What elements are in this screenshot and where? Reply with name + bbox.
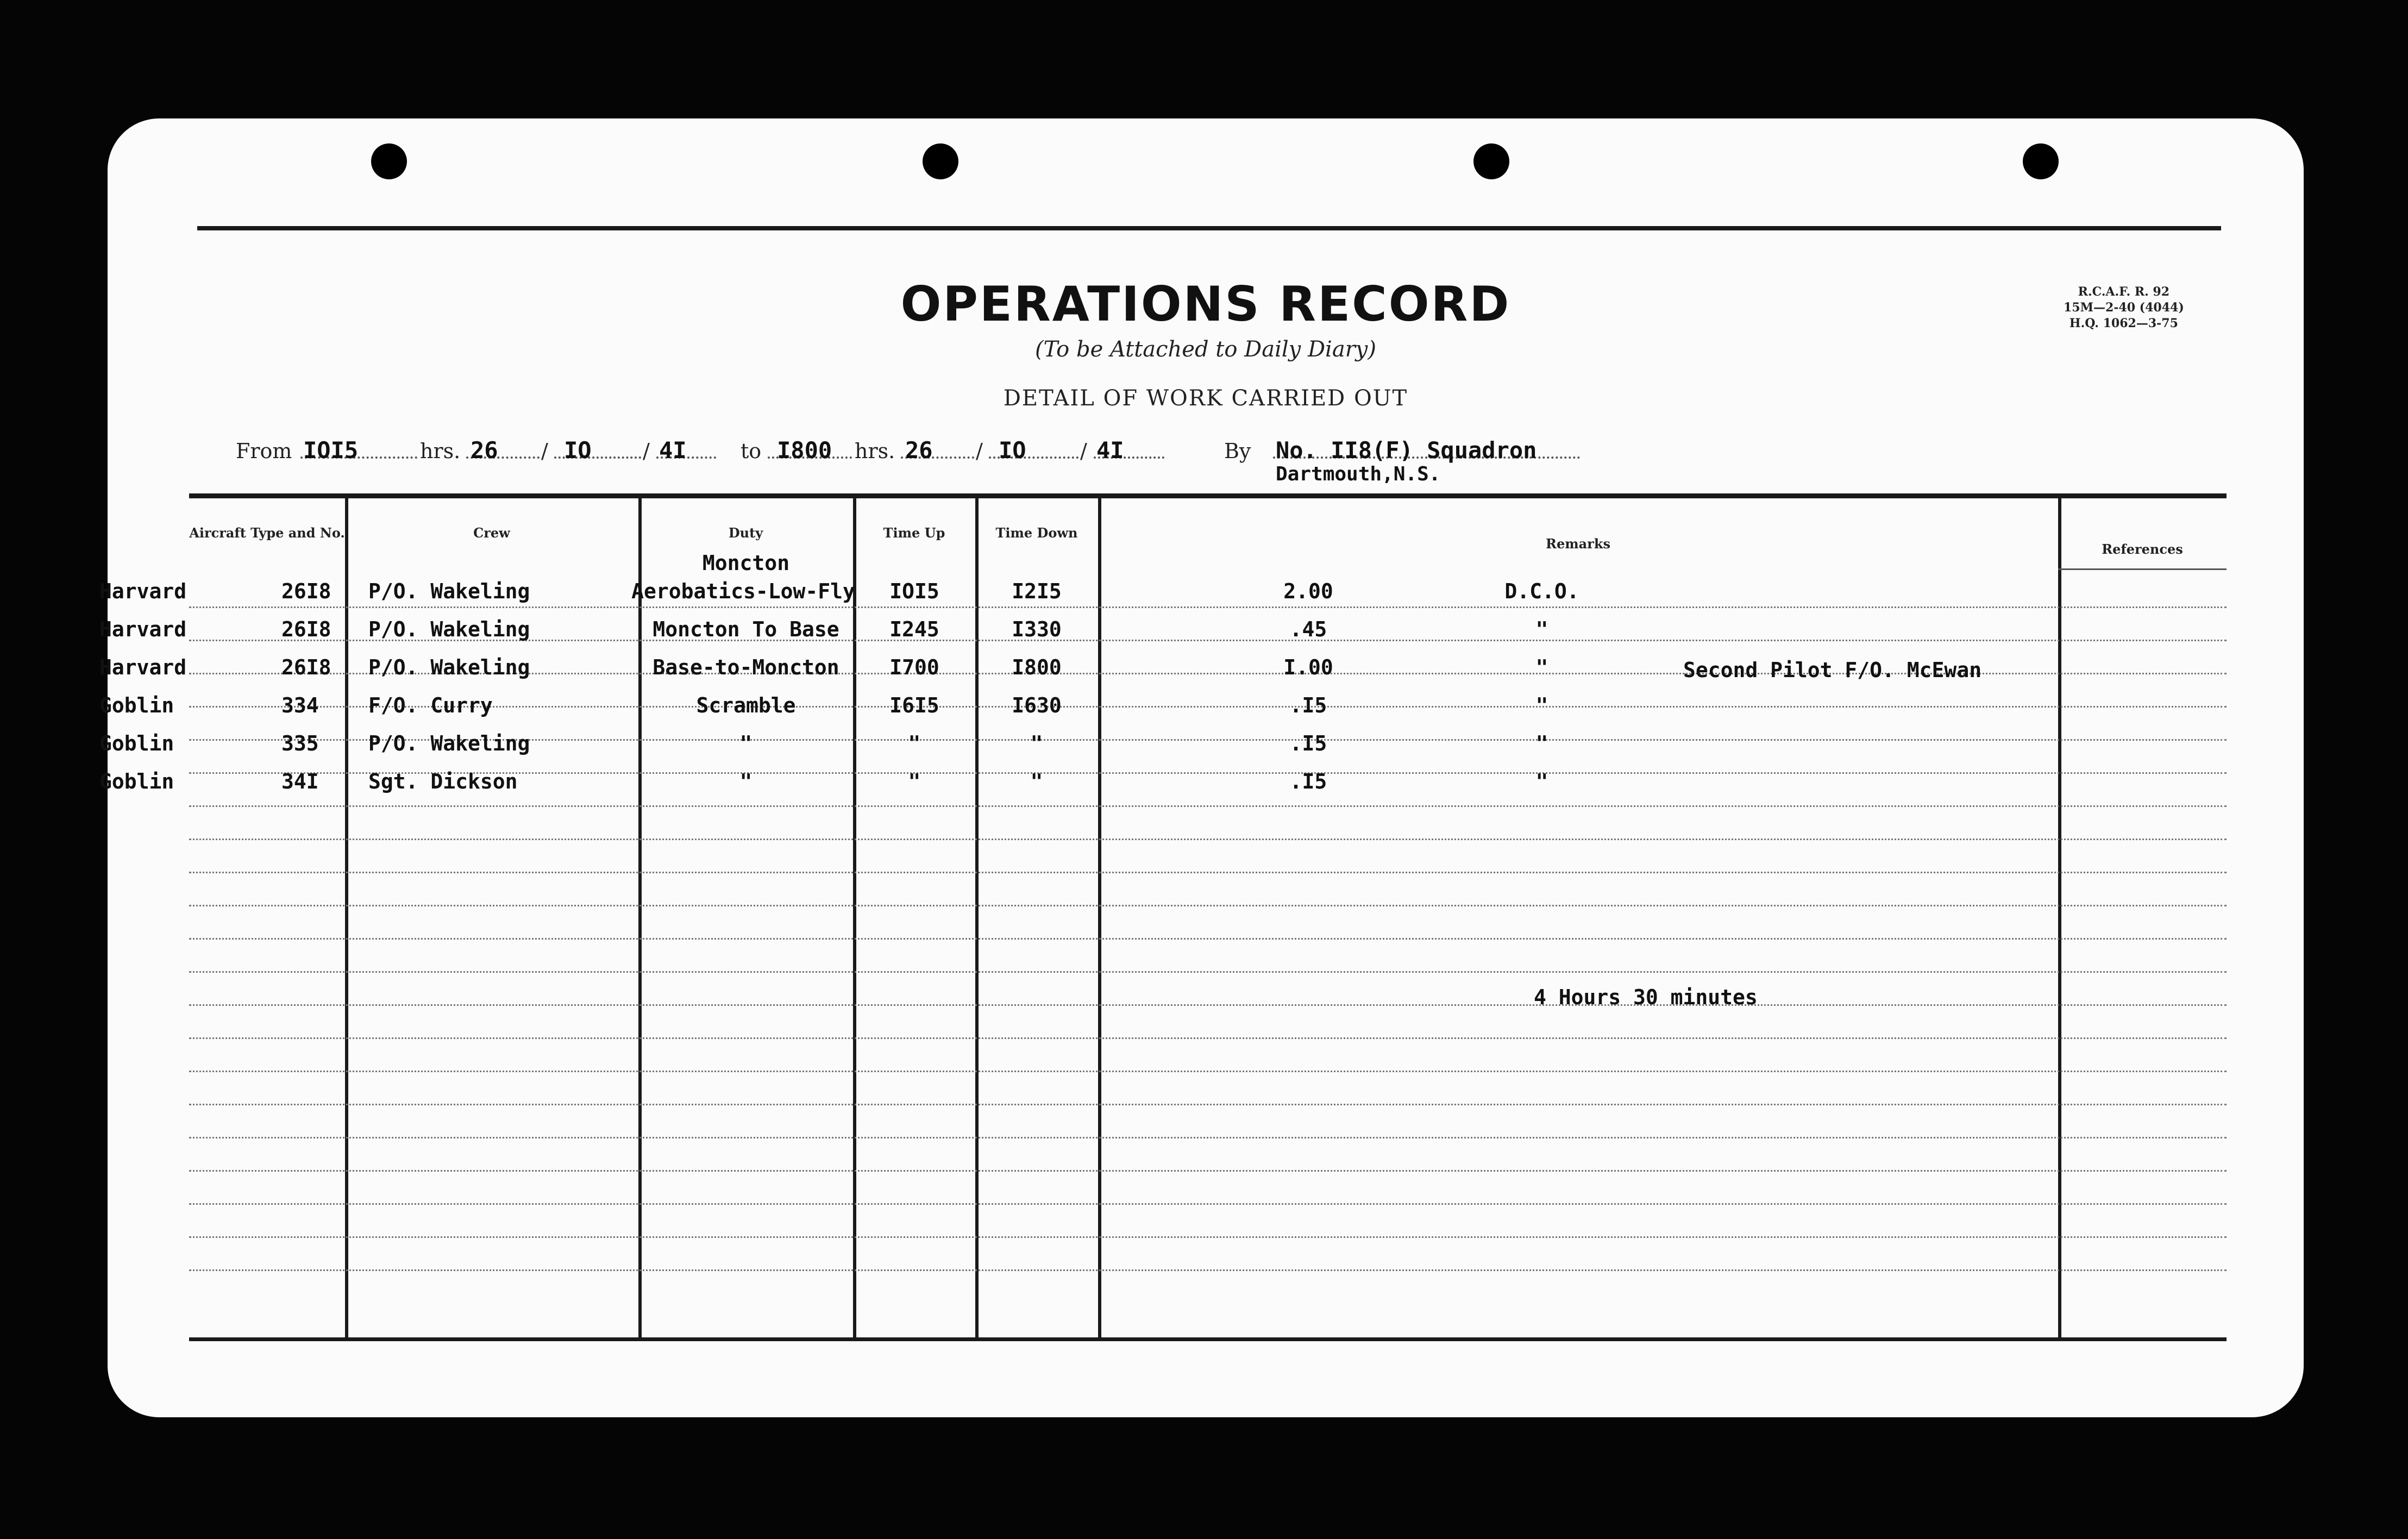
header-references: References [2102,541,2183,557]
total-flying-time: 4 Hours 30 minutes [1534,985,1758,1009]
column-divider [975,493,979,1341]
header-duty: Duty [728,525,763,541]
aircraft-type: Harvard [99,655,187,679]
ruled-line [189,1137,2227,1138]
ruled-line [189,1170,2227,1172]
remark: " [1535,693,1548,717]
aircraft-type: Goblin [99,770,174,793]
duty: " [739,731,752,755]
form-detail-heading: DETAIL OF WORK CARRIED OUT [1003,386,1408,411]
time-up: I6I5 [889,693,939,717]
form-title: OPERATIONS RECORD [900,276,1511,332]
crew-name: P/O. Wakeling [368,731,530,755]
aircraft-type: Harvard [99,617,187,641]
ruled-line [189,1203,2227,1205]
remark-note: Second Pilot F/O. McEwan [1683,658,1982,682]
aircraft-number: 335 [281,731,319,755]
ruled-line [189,938,2227,940]
remark: " [1535,770,1548,793]
flight-duration: .I5 [1289,770,1327,793]
form-number-line: 15M—2-40 (4044) [2064,301,2184,315]
operations-record-card [99,118,2304,1417]
to-month: IO [999,437,1026,464]
ruled-line [189,606,2227,608]
crew-name: P/O. Wakeling [368,655,530,679]
ruled-line [189,1071,2227,1072]
table-bottom-rule [189,1337,2227,1341]
ruled-line [189,1037,2227,1039]
header-aircraft: Aircraft Type and No. [189,525,345,541]
flight-duration: I.00 [1283,655,1333,679]
time-down: I2I5 [1012,579,1062,603]
aircraft-number: 26I8 [281,617,331,641]
header-time-down: Time Down [995,525,1078,541]
ruled-line [189,1236,2227,1238]
aircraft-number: 334 [281,693,319,717]
punch-hole [1473,143,1509,179]
time-up: IOI5 [889,579,939,603]
form-number-block [2064,284,2184,331]
from-time: IOI5 [303,437,359,464]
from-year: 4I [659,437,687,464]
ruled-line [189,905,2227,906]
flight-duration: 2.00 [1283,579,1333,603]
aircraft-type: Goblin [99,693,174,717]
top-rule [197,226,2221,230]
duty: Aerobatics-Low-Fly [631,579,855,603]
remark: D.C.O. [1504,579,1579,603]
flight-duration: .I5 [1289,693,1327,717]
time-up: " [908,731,921,755]
duty: " [739,770,752,793]
crew-name: F/O. Curry [368,693,493,717]
crew-name: Sgt. Dickson [368,770,518,793]
remark: " [1535,617,1548,641]
duty: Base-to-Moncton [653,655,839,679]
to-label: to [741,439,762,463]
remark: " [1535,731,1548,755]
header-time-up: Time Up [883,525,945,541]
unit-line-2: Dartmouth,N.S. [1276,463,1441,485]
remark: " [1535,655,1548,679]
ruled-line [189,805,2227,807]
ruled-line [189,839,2227,840]
to-time: I800 [777,437,832,464]
time-down: " [1030,770,1043,793]
header-crew: Crew [473,525,510,541]
time-down: I330 [1012,617,1062,641]
flight-duration: .I5 [1289,731,1327,755]
header-remarks: Remarks [1546,536,1610,552]
punch-hole [371,143,407,179]
ruled-line [189,1004,2227,1006]
crew-name: P/O. Wakeling [368,617,530,641]
by-label: By [1224,439,1251,463]
to-year: 4I [1096,437,1124,464]
time-down: " [1030,731,1043,755]
column-divider [1098,493,1101,1341]
ruled-line [189,971,2227,973]
aircraft-type: Goblin [99,731,174,755]
from-month: IO [564,437,592,464]
time-up: I245 [889,617,939,641]
hrs-label: hrs. [855,439,895,463]
unit-line-1: No. II8(F) Squadron [1276,437,1537,464]
time-down: I800 [1012,655,1062,679]
aircraft-number: 34I [281,770,319,793]
from-day: 26 [471,437,498,464]
aircraft-number: 26I8 [281,579,331,603]
aircraft-number: 26I8 [281,655,331,679]
form-number-line: R.C.A.F. R. 92 [2078,285,2170,299]
hrs-label: hrs. [420,439,461,463]
period-line: From IOI5 hrs. 26 / IO / 4I to I800 hrs. 26 / IO / 4I By No. II8(F) Squadron Dartmouth,N.S. [108,439,2304,472]
operations-table [99,493,2227,1341]
flight-duration: .45 [1289,617,1327,641]
ruled-line [189,1104,2227,1105]
time-up: " [908,770,921,793]
form-subtitle: (To be Attached to Daily Diary) [1034,337,1377,362]
from-label: From [236,439,292,463]
aircraft-type: Harvard [99,579,187,603]
crew-name: P/O. Wakeling [368,579,530,603]
punch-hole [923,143,958,179]
duty: Scramble [696,693,796,717]
ruled-line [189,872,2227,873]
column-divider [345,493,348,1341]
form-number-line: H.Q. 1062—3-75 [2069,316,2178,330]
punch-hole [2023,143,2059,179]
duty: Moncton To Base [653,617,839,641]
time-up: I700 [889,655,939,679]
time-down: I630 [1012,693,1062,717]
column-divider [2058,493,2061,1341]
duty-line-1: Moncton [702,551,790,575]
ruled-line [189,1269,2227,1271]
to-day: 26 [905,437,933,464]
table-top-rule [189,493,2227,498]
